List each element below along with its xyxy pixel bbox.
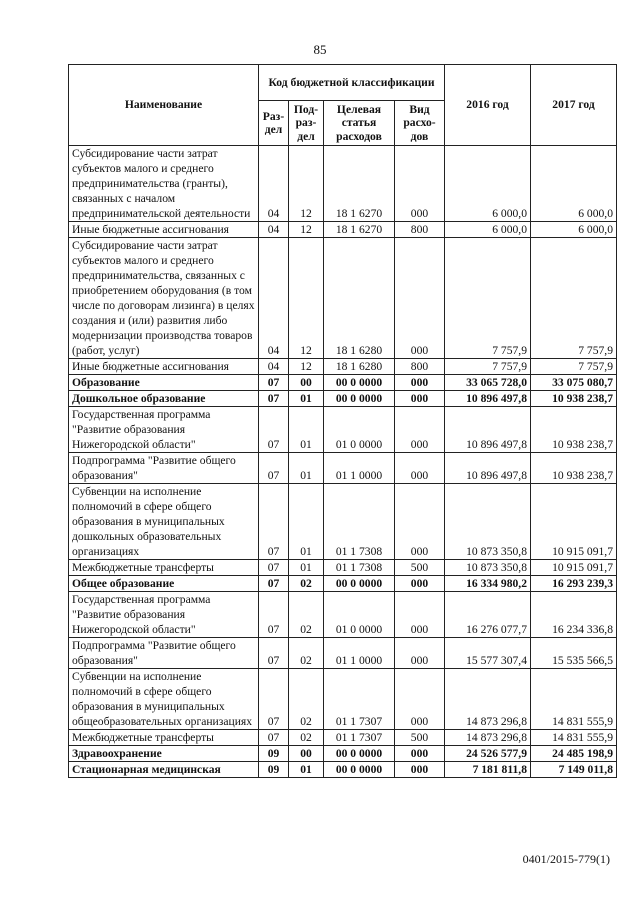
row-expense-type: 000 xyxy=(395,484,445,560)
row-amount-2017: 10 915 091,7 xyxy=(531,484,617,560)
table-row xyxy=(69,669,617,730)
budget-table xyxy=(68,64,617,778)
row-amount-2016: 24 526 577,9 xyxy=(445,746,531,762)
row-amount-2016: 14 873 296,8 xyxy=(445,730,531,746)
row-name: Стационарная медицинская xyxy=(69,762,259,778)
row-expense-type: 500 xyxy=(395,560,445,576)
row-expense-type: 800 xyxy=(395,222,445,238)
row-subsection: 01 xyxy=(289,560,324,576)
row-name: Субвенции на исполнение полномочий в сфере общего образования в муниципальных общеобразовательных организациях xyxy=(69,669,259,730)
row-target-item: 01 0 0000 xyxy=(324,592,395,638)
header-target-item: Целевая статья расходов xyxy=(324,101,395,146)
header-year-2016: 2016 год xyxy=(445,65,531,146)
row-section: 07 xyxy=(259,391,289,407)
row-subsection: 12 xyxy=(289,359,324,375)
row-section: 07 xyxy=(259,453,289,484)
table-row xyxy=(69,238,617,359)
row-amount-2016: 16 276 077,7 xyxy=(445,592,531,638)
row-target-item: 01 1 7307 xyxy=(324,669,395,730)
table-header xyxy=(69,65,617,146)
row-expense-type: 000 xyxy=(395,238,445,359)
row-expense-type: 000 xyxy=(395,669,445,730)
row-expense-type: 500 xyxy=(395,730,445,746)
row-section: 07 xyxy=(259,669,289,730)
row-name: Общее образование xyxy=(69,576,259,592)
row-name: Дошкольное образование xyxy=(69,391,259,407)
row-subsection: 01 xyxy=(289,453,324,484)
row-section: 07 xyxy=(259,407,289,453)
row-subsection: 02 xyxy=(289,730,324,746)
row-amount-2016: 6 000,0 xyxy=(445,222,531,238)
header-section: Раз-дел xyxy=(259,101,289,146)
row-subsection: 02 xyxy=(289,638,324,669)
row-target-item: 00 0 0000 xyxy=(324,576,395,592)
row-name: Государственная программа "Развитие образования Нижегородской области" xyxy=(69,407,259,453)
table-row xyxy=(69,222,617,238)
table-row xyxy=(69,453,617,484)
row-target-item: 01 1 7307 xyxy=(324,730,395,746)
header-name: Наименование xyxy=(69,65,259,146)
row-amount-2017: 6 000,0 xyxy=(531,222,617,238)
row-amount-2016: 10 873 350,8 xyxy=(445,560,531,576)
row-target-item: 18 1 6280 xyxy=(324,238,395,359)
row-subsection: 12 xyxy=(289,222,324,238)
row-name: Здравоохранение xyxy=(69,746,259,762)
header-subsection: Под-раз-дел xyxy=(289,101,324,146)
row-name: Подпрограмма "Развитие общего образования" xyxy=(69,638,259,669)
row-expense-type: 000 xyxy=(395,375,445,391)
table-row xyxy=(69,638,617,669)
row-expense-type: 000 xyxy=(395,407,445,453)
row-section: 09 xyxy=(259,746,289,762)
row-amount-2017: 16 293 239,3 xyxy=(531,576,617,592)
row-subsection: 01 xyxy=(289,484,324,560)
row-section: 04 xyxy=(259,146,289,222)
row-name: Субвенции на исполнение полномочий в сфере общего образования в муниципальных дошкольных образовательных организациях xyxy=(69,484,259,560)
row-amount-2017: 6 000,0 xyxy=(531,146,617,222)
row-name: Субсидирование части затрат субъектов малого и среднего предпринимательства, связанных с приобретением оборудования (в том числе по договорам лизинга) в целях создания и (или) развития либо модернизации производства товаров (работ, услуг) xyxy=(69,238,259,359)
row-amount-2016: 6 000,0 xyxy=(445,146,531,222)
row-subsection: 01 xyxy=(289,762,324,778)
row-section: 07 xyxy=(259,592,289,638)
row-amount-2017: 14 831 555,9 xyxy=(531,669,617,730)
row-name: Межбюджетные трансферты xyxy=(69,730,259,746)
table-row xyxy=(69,730,617,746)
row-amount-2017: 16 234 336,8 xyxy=(531,592,617,638)
row-section: 09 xyxy=(259,762,289,778)
row-subsection: 01 xyxy=(289,391,324,407)
row-amount-2016: 10 873 350,8 xyxy=(445,484,531,560)
row-section: 07 xyxy=(259,576,289,592)
row-expense-type: 000 xyxy=(395,391,445,407)
row-section: 07 xyxy=(259,730,289,746)
header-year-2017: 2017 год xyxy=(531,65,617,146)
row-amount-2017: 7 149 011,8 xyxy=(531,762,617,778)
row-section: 07 xyxy=(259,484,289,560)
table-row xyxy=(69,576,617,592)
row-target-item: 18 1 6280 xyxy=(324,359,395,375)
row-expense-type: 000 xyxy=(395,746,445,762)
row-amount-2016: 7 757,9 xyxy=(445,359,531,375)
table-row xyxy=(69,592,617,638)
row-target-item: 18 1 6270 xyxy=(324,146,395,222)
table-row xyxy=(69,391,617,407)
row-expense-type: 800 xyxy=(395,359,445,375)
table-row xyxy=(69,484,617,560)
row-amount-2016: 7 757,9 xyxy=(445,238,531,359)
row-section: 04 xyxy=(259,222,289,238)
row-amount-2016: 15 577 307,4 xyxy=(445,638,531,669)
table-body xyxy=(69,146,617,778)
row-subsection: 12 xyxy=(289,238,324,359)
row-subsection: 12 xyxy=(289,146,324,222)
table-row xyxy=(69,762,617,778)
row-expense-type: 000 xyxy=(395,762,445,778)
row-amount-2016: 10 896 497,8 xyxy=(445,407,531,453)
row-amount-2017: 7 757,9 xyxy=(531,238,617,359)
row-name: Иные бюджетные ассигнования xyxy=(69,222,259,238)
header-budget-code: Код бюджетной классификации xyxy=(259,65,445,101)
row-amount-2017: 10 938 238,7 xyxy=(531,407,617,453)
row-amount-2016: 16 334 980,2 xyxy=(445,576,531,592)
row-target-item: 18 1 6270 xyxy=(324,222,395,238)
row-target-item: 00 0 0000 xyxy=(324,746,395,762)
row-amount-2017: 7 757,9 xyxy=(531,359,617,375)
row-subsection: 02 xyxy=(289,669,324,730)
row-amount-2016: 10 896 497,8 xyxy=(445,391,531,407)
row-subsection: 00 xyxy=(289,375,324,391)
row-name: Субсидирование части затрат субъектов малого и среднего предпринимательства (гранты), связанных с началом предпринимательской деятельности xyxy=(69,146,259,222)
row-section: 07 xyxy=(259,638,289,669)
row-target-item: 00 0 0000 xyxy=(324,391,395,407)
row-amount-2017: 10 938 238,7 xyxy=(531,453,617,484)
row-expense-type: 000 xyxy=(395,146,445,222)
row-subsection: 00 xyxy=(289,746,324,762)
row-section: 04 xyxy=(259,238,289,359)
table-row xyxy=(69,359,617,375)
row-amount-2017: 24 485 198,9 xyxy=(531,746,617,762)
row-subsection: 02 xyxy=(289,576,324,592)
row-expense-type: 000 xyxy=(395,576,445,592)
row-name: Межбюджетные трансферты xyxy=(69,560,259,576)
table-row xyxy=(69,560,617,576)
row-target-item: 01 1 0000 xyxy=(324,453,395,484)
row-amount-2017: 10 915 091,7 xyxy=(531,560,617,576)
row-target-item: 00 0 0000 xyxy=(324,762,395,778)
row-name: Государственная программа "Развитие образования Нижегородской области" xyxy=(69,592,259,638)
row-subsection: 01 xyxy=(289,407,324,453)
table-row xyxy=(69,746,617,762)
row-amount-2017: 14 831 555,9 xyxy=(531,730,617,746)
row-target-item: 01 1 0000 xyxy=(324,638,395,669)
page-number: 85 xyxy=(313,42,327,57)
header-expense-type: Вид расхо-дов xyxy=(395,101,445,146)
row-section: 07 xyxy=(259,375,289,391)
row-expense-type: 000 xyxy=(395,592,445,638)
row-name: Подпрограмма "Развитие общего образования" xyxy=(69,453,259,484)
row-amount-2017: 33 075 080,7 xyxy=(531,375,617,391)
row-amount-2017: 10 938 238,7 xyxy=(531,391,617,407)
row-expense-type: 000 xyxy=(395,453,445,484)
row-amount-2016: 10 896 497,8 xyxy=(445,453,531,484)
row-section: 04 xyxy=(259,359,289,375)
row-target-item: 00 0 0000 xyxy=(324,375,395,391)
row-target-item: 01 0 0000 xyxy=(324,407,395,453)
table-row xyxy=(69,146,617,222)
row-target-item: 01 1 7308 xyxy=(324,484,395,560)
row-name: Образование xyxy=(69,375,259,391)
footer-code: 0401/2015-779(1) xyxy=(522,852,610,866)
table-row xyxy=(69,407,617,453)
row-amount-2016: 14 873 296,8 xyxy=(445,669,531,730)
row-subsection: 02 xyxy=(289,592,324,638)
row-target-item: 01 1 7308 xyxy=(324,560,395,576)
row-expense-type: 000 xyxy=(395,638,445,669)
row-amount-2017: 15 535 566,5 xyxy=(531,638,617,669)
row-amount-2016: 7 181 811,8 xyxy=(445,762,531,778)
table-row xyxy=(69,375,617,391)
row-name: Иные бюджетные ассигнования xyxy=(69,359,259,375)
row-section: 07 xyxy=(259,560,289,576)
row-amount-2016: 33 065 728,0 xyxy=(445,375,531,391)
